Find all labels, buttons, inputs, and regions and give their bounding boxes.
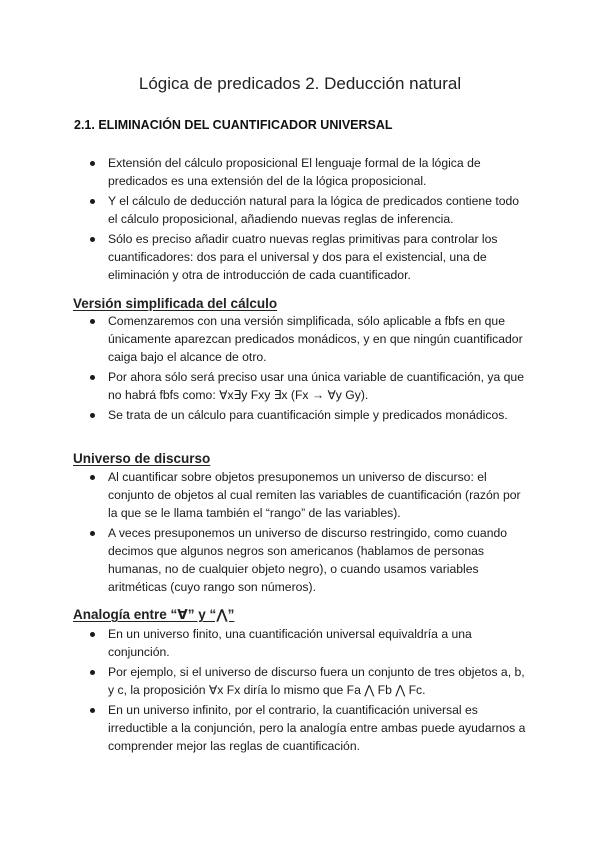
subheading-simplified-version: Versión simplificada del cálculo bbox=[73, 296, 278, 311]
universe-list bbox=[90, 468, 530, 598]
list-item: A veces presuponemos un universo de discurso restringido, como cuando decimos que algunos negros son americanos (hablamos de personas humanas, no de cualquier objeto negro), o cuando usamos variables aritméticas (cuyo rango son números). bbox=[90, 524, 530, 596]
list-item: Al cuantificar sobre objetos presuponemos un universo de discurso: el conjunto de objetos al cual remiten las variables de cuantificación (razón por la que se le llama también el “rango” de las variables). bbox=[90, 468, 530, 522]
analogy-list bbox=[90, 625, 530, 757]
list-item: Extensión del cálculo proposicional El lenguaje formal de la lógica de predicados es una extensión del de la lógica proposicional. bbox=[90, 154, 530, 190]
list-item: En un universo infinito, por el contrario, la cuantificación universal es irreductible a la conjunción, pero la analogía entre ambas puede ayudarnos a comprender mejor las reglas de cuantificación. bbox=[90, 701, 530, 755]
list-item: Se trata de un cálculo para cuantificación simple y predicados monádicos. bbox=[90, 406, 530, 424]
subheading-analogy: Analogía entre “∀” y “⋀” bbox=[73, 607, 235, 622]
list-item: Por ejemplo, si el universo de discurso fuera un conjunto de tres objetos a, b, y c, la proposición ∀x Fx diría lo mismo que Fa ⋀ Fb ⋀ Fc. bbox=[90, 663, 530, 699]
page-title: Lógica de predicados 2. Deducción natural bbox=[138, 74, 462, 93]
subheading-universe-of-discourse: Universo de discurso bbox=[73, 451, 211, 466]
list-item: Y el cálculo de deducción natural para la lógica de predicados contiene todo el cálculo proposicional, añadiendo nuevas reglas de inferencia. bbox=[90, 192, 530, 228]
list-item: En un universo finito, una cuantificación universal equivaldría a una conjunción. bbox=[90, 625, 530, 661]
section-heading: 2.1. ELIMINACIÓN DEL CUANTIFICADOR UNIVERSAL bbox=[74, 118, 393, 132]
list-item: Por ahora sólo será preciso usar una única variable de cuantificación, ya que no habrá fbfs como: ∀x∃y Fxy ∃x (Fx → ∀y Gy). bbox=[90, 368, 530, 404]
intro-list bbox=[90, 154, 530, 286]
list-item: Comenzaremos con una versión simplificada, sólo aplicable a fbfs en que únicamente aparezcan predicados monádicos, y en que ningún cuantificador caiga bajo el alcance de otro. bbox=[90, 312, 530, 366]
simplified-list bbox=[90, 312, 530, 426]
list-item: Sólo es preciso añadir cuatro nuevas reglas primitivas para controlar los cuantificadores: dos para el universal y dos para el existencial, una de eliminación y otra de introducción de cada cuantificador. bbox=[90, 230, 530, 284]
